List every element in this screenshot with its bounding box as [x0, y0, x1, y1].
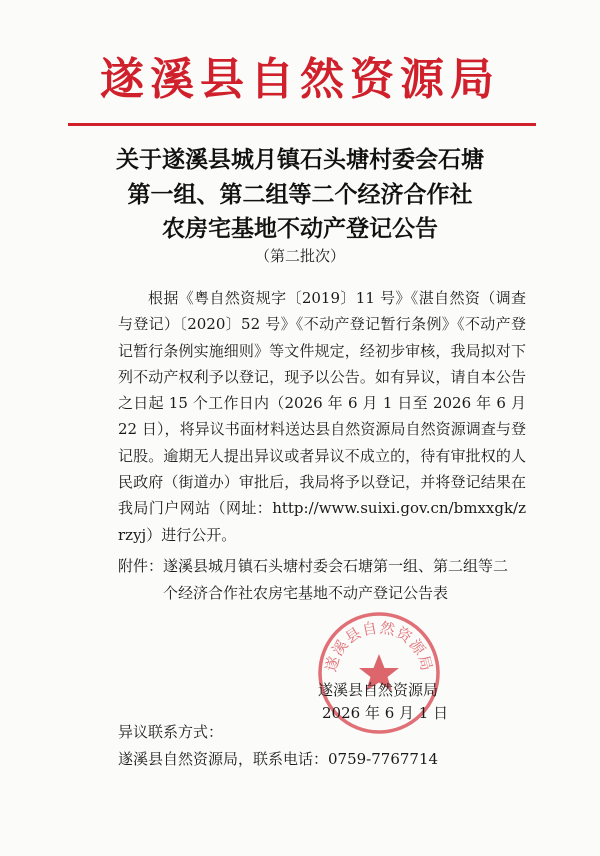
- signature-org: 遂溪县自然资源局: [318, 681, 439, 699]
- batch-subtitle: （第二批次）: [254, 247, 345, 265]
- contact-info: 遂溪县自然资源局，联系电话：0759-7767714: [118, 750, 439, 768]
- signature-date: 2026 年 6 月 1 日: [322, 704, 449, 722]
- letterhead-red-rule: [68, 123, 536, 126]
- title-line-2: 第一组、第二组等二个经济合作社: [127, 181, 473, 208]
- title-line-1: 关于遂溪县城月镇石头塘村委会石塘: [116, 146, 484, 173]
- attachment-label: 附件：: [118, 557, 164, 575]
- seal-text: 遂溪县自然资源局: [321, 618, 437, 674]
- title-line-3: 农房宅基地不动产登记公告: [162, 215, 438, 242]
- contact-label: 异议联系方式：: [118, 723, 224, 741]
- letterhead-org-name: 遂溪县自然资源局: [100, 54, 500, 105]
- body-paragraph: 根据《粤自然资规字〔2019〕11 号》《湛自然资（调查与登记）〔2020〕52 号》《不动产登记暂行条例》《不动产登记暂行条例实施细则》等文件规定，经初步审核，我局拟对下列不动产权利予以登记，现予以公告。如有异议，请自本公告之日起 15 个工作日内（2026 年 6 月 1 日至 2026 年 6 月 22 日），将异议书面材料送达县自然资源局自然资源调查与登记股。逾期无人提出异议或者异议不成立的，待有审批权的人民政府（街道办）审批后，我局将予以登记，并将登记结果在我局门户网站（网址：http://www.suixi.gov.cn/bmxxgk/zrzyj）进行公开。: [118, 289, 526, 544]
- attachment-text: 遂溪县城月镇石头塘村委会石塘第一组、第二组等二个经济合作社农房宅基地不动产登记公告表: [163, 557, 509, 602]
